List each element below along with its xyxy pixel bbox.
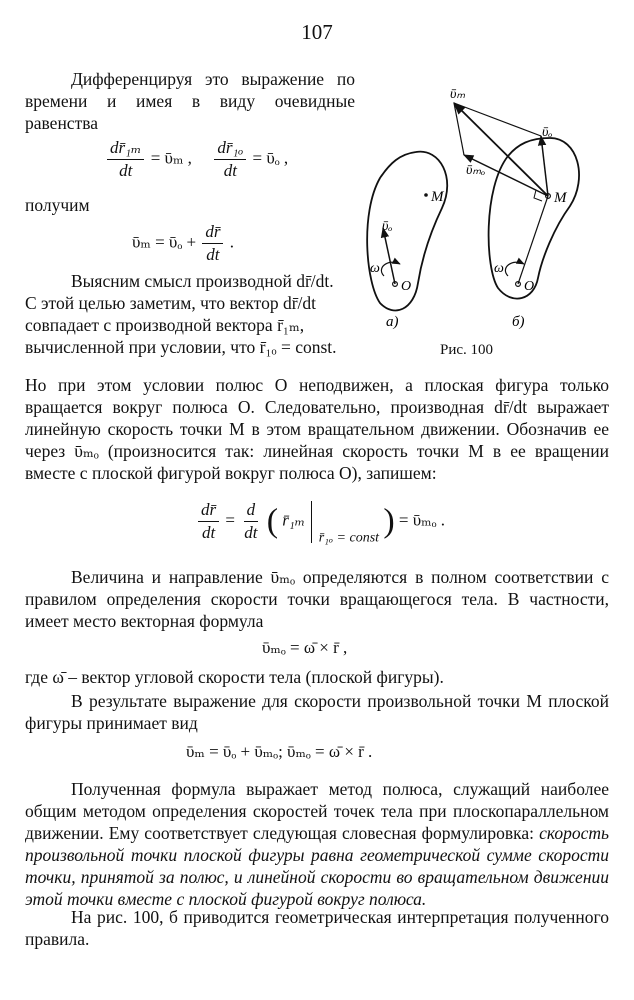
label-o-b: O: [524, 279, 535, 294]
equation-velocity: [132, 222, 234, 265]
p3-line-1: Выясним смысл производной dr̄/dt.: [71, 271, 334, 291]
paragraph-magnitude: Величина и направление ῡₘₒ определяются в полном соответствии с правилом определения скорости точки вращающегося тела. В частности, имеет место векторная формула: [25, 567, 609, 631]
radius-om-b: [518, 196, 548, 284]
page-number: 107: [301, 20, 333, 44]
paragraph-intro: Дифференцируя это выражение по времени и имея в виду очевидные равенства: [25, 69, 355, 133]
label-omega-b: ω: [494, 261, 504, 276]
equation-omega-cross: ῡₘₒ = ω̄ × r̄ ,: [262, 638, 348, 657]
paragraph-result: В результате выражение для скорости произвольной точки M плоской фигуры принимает вид: [25, 691, 609, 733]
paragraph-meaning-lines: [25, 270, 355, 358]
eq3-num1: dr̄: [198, 500, 219, 522]
eq1-num1: dr̄₁ₘ: [107, 138, 144, 160]
label-o-a: O: [401, 279, 412, 294]
equation-final: ῡₘ = ῡₒ + ῡₘₒ; ῡₘₒ = ω̄ × r̄ .: [186, 742, 373, 761]
label-vmo-b: ῡₘₒ: [466, 163, 486, 178]
paragraph-poluchim: получим: [25, 195, 90, 215]
eq1-den2: dt: [223, 161, 237, 180]
p7-italic: скорость произвольной точки плоской фигуры равна геометрической сумме скорости точки, принятой за полюс, и линейной скорости во вращательном движении этой точки вместе с плоской фигурой вокруг полюса.: [25, 823, 610, 909]
parallelogram-side-1: [454, 103, 541, 136]
eq3-num2: d: [244, 500, 259, 522]
eq3-paren-left: (: [266, 502, 279, 540]
equation-derivative-condition: [196, 500, 445, 546]
eq3-cond: r̄₁ₒ = const: [318, 530, 380, 546]
equation-derivatives: [105, 138, 288, 181]
p7-normal: Полученная формула выражает метод полюса, служащий наиболее общим методом определения скоростей точек тела при плоскопараллельном движении. Ему соответствует следующая словесная формулировка:: [25, 779, 609, 843]
eq2-num: dr̄: [202, 222, 223, 244]
paragraph-meaning-rest: Но при этом условии полюс O неподвижен, а плоская фигура только вращается вокруг полюса O. Следовательно, производная dr̄/dt выражает линейную скорость точки M в этом вращательном движении. Обозначив ее через ῡₘₒ (произносится так: линейная скорость точки M в ее вращении вместе с плоской фигурой вокруг полюса O), запишем:: [25, 375, 609, 483]
figure-100: [358, 78, 618, 378]
paragraph-figure-ref: На рис. 100, б приводится геометрическая интерпретация полученного правила.: [25, 907, 609, 949]
eq1-rhs1: = ῡₘ ,: [150, 148, 192, 168]
point-m-a: [424, 193, 428, 197]
label-vo-a: ῡₒ: [382, 219, 393, 234]
vector-vo-a: [383, 228, 395, 284]
eq3-inner: r̄₁ₘ: [282, 510, 306, 530]
label-b: б): [512, 314, 525, 330]
eq3-den1: dt: [201, 523, 216, 542]
label-vo-b: ῡₒ: [542, 125, 553, 140]
eq1-rhs2: = ῡₒ ,: [252, 148, 289, 168]
eq3-den2: dt: [244, 523, 258, 542]
p3-line-4: вычисленной при условии, что r̄₁ₒ = const.: [25, 337, 337, 357]
eq1-den1: dt: [119, 161, 133, 180]
eq3-eq: =: [225, 510, 235, 530]
eq3-paren-right: ): [383, 502, 395, 540]
paragraph-method: [25, 778, 609, 910]
label-m-a: M: [431, 189, 444, 205]
label-omega-a: ω: [370, 261, 380, 276]
label-vm-b: ῡₘ: [450, 87, 466, 102]
label-m-b: M: [554, 190, 567, 206]
eq2-tail: .: [229, 232, 234, 252]
vector-vm-b: [454, 103, 548, 196]
eq1-num2: dr̄₁ₒ: [214, 138, 246, 160]
figure-caption: Рис. 100: [440, 342, 494, 358]
label-a: а): [386, 314, 399, 330]
eq2-den: dt: [206, 245, 220, 264]
paragraph-where: где ω̄ – вектор угловой скорости тела (плоской фигуры).: [25, 667, 444, 687]
eq2-lhs: ῡₘ = ῡₒ +: [132, 232, 197, 252]
eq3-tail: = ῡₘₒ .: [398, 510, 445, 530]
vector-vo-b: [541, 136, 548, 196]
eq3-bar: [311, 501, 312, 543]
p3-line-3: совпадает с производной вектора r̄₁ₘ,: [25, 315, 305, 335]
p3-line-2: С этой целью заметим, что вектор dr̄/dt: [25, 293, 317, 313]
